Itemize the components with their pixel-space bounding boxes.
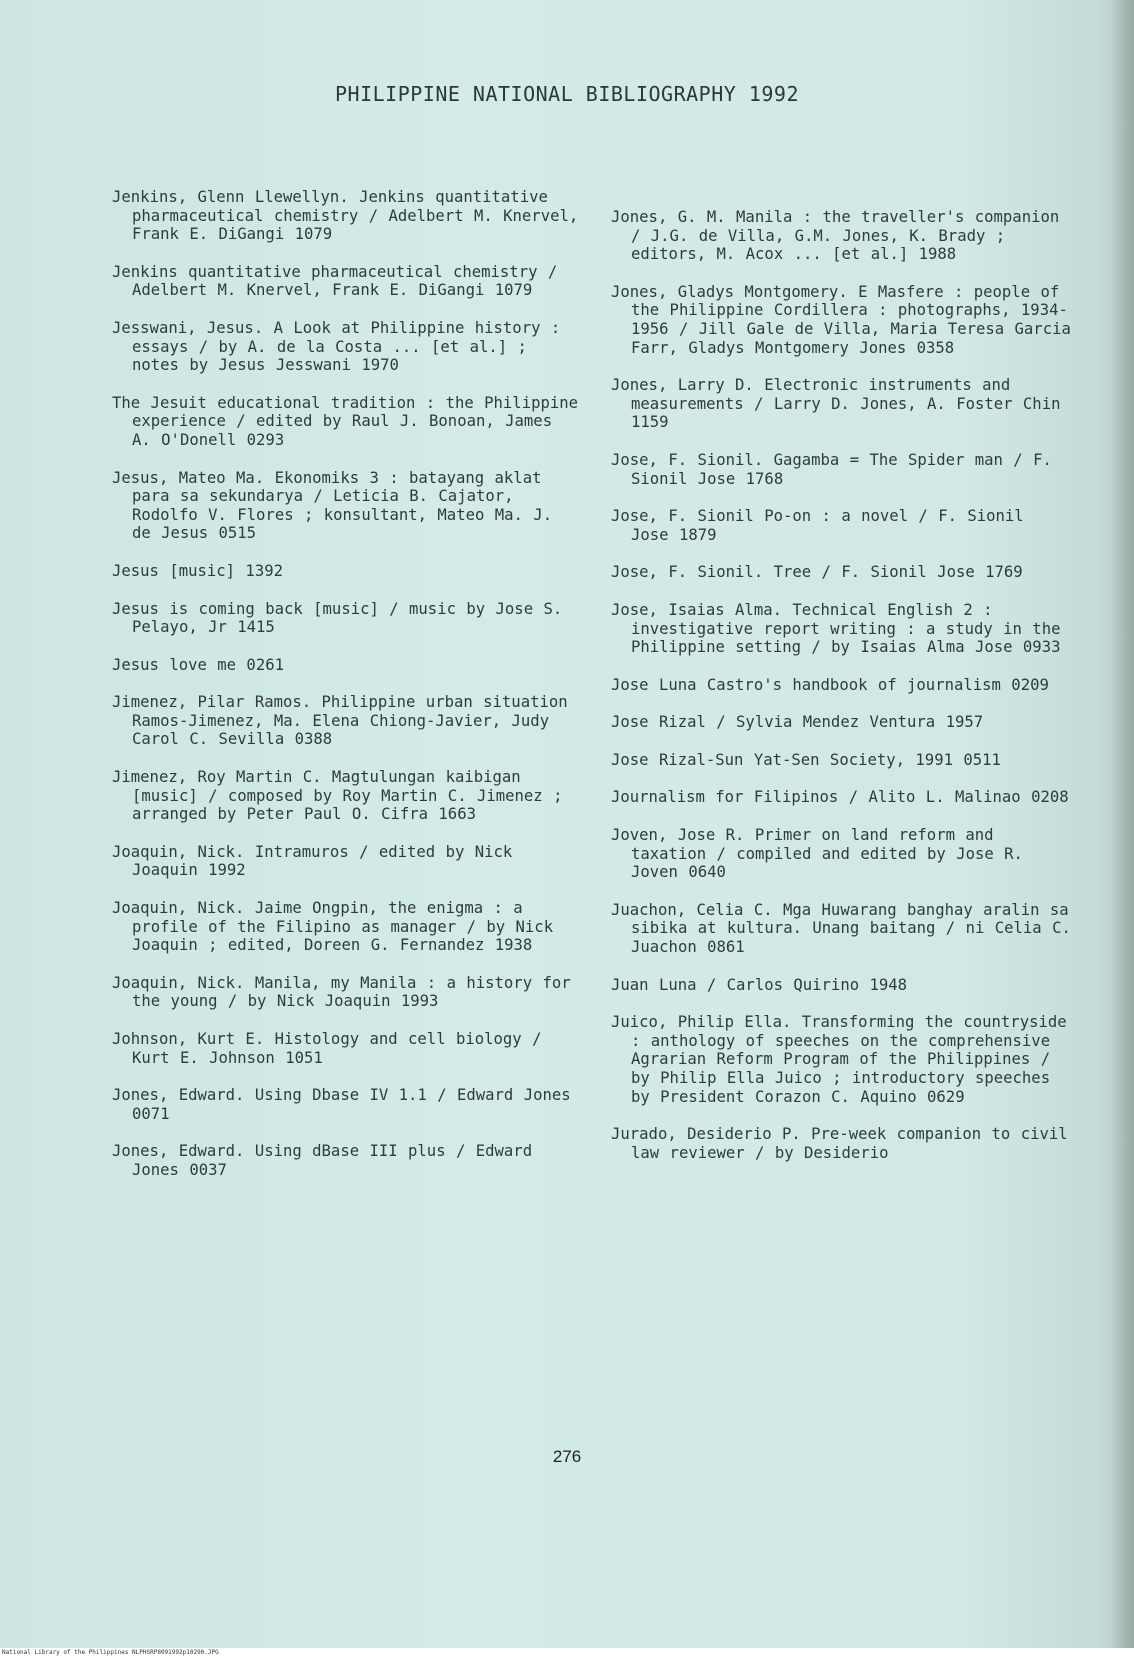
bibliography-entry: Juachon, Celia C. Mga Huwarang banghay aralin sa sibika at kultura. Unang baitang / ni Celia C. Juachon 0861 <box>611 900 1071 957</box>
bibliography-entry: Johnson, Kurt E. Histology and cell biology / Kurt E. Johnson 1051 <box>112 1030 542 1067</box>
bibliography-entry: Jones, Gladys Montgomery. E Masfere : people of the Philippine Cordillera : photographs, 1934-1956 / Jill Gale de Villa, Maria Teresa Garcia Farr, Gladys Montgomery Jones 0358 <box>611 282 1071 357</box>
page-title: PHILIPPINE NATIONAL BIBLIOGRAPHY 1992 <box>334 82 800 106</box>
bibliography-entry: Jurado, Desiderio P. Pre-week companion to civil law reviewer / by Desiderio <box>611 1125 1068 1162</box>
bibliography-entry: Jose, F. Sionil. Gagamba = The Spider man / F. Sionil Jose 1768 <box>611 450 1052 488</box>
bibliography-entry: Jenkins, Glenn Llewellyn. Jenkins quantitative pharmaceutical chemistry / Adelbert M. Knervel, Frank E. DiGangi 1079 <box>112 188 579 244</box>
bibliography-entry: Jones, Edward. Using Dbase IV 1.1 / Edward Jones 0071 <box>112 1086 571 1123</box>
bibliography-entry: Joaquin, Nick. Jaime Ongpin, the enigma : a profile of the Filipino as manager / by Nick Joaquin ; edited, Doreen G. Fernandez 1938 <box>112 899 554 955</box>
bibliography-entry: Juan Luna / Carlos Quirino 1948 <box>611 975 908 994</box>
bibliography-entry: Jose Rizal-Sun Yat-Sen Society, 1991 0511 <box>611 750 1001 769</box>
scan-credit: National Library of the Philippines NLPHSRP8091992p10290.JPG <box>2 1649 219 1656</box>
bibliography-entry: Journalism for Filipinos / Alito L. Malinao 0208 <box>611 788 1069 807</box>
bibliography-entry: Jenkins quantitative pharmaceutical chemistry / Adelbert M. Knervel, Frank E. DiGangi 1079 <box>112 262 558 300</box>
bibliography-entry: Jesus love me 0261 <box>112 655 284 674</box>
bibliography-entry: Jesswani, Jesus. A Look at Philippine history : essays / by A. de la Costa ... [et al.] ; notes by Jesus Jesswani 1970 <box>112 318 561 375</box>
bibliography-entry: Joven, Jose R. Primer on land reform and taxation / compiled and edited by Jose R. Joven 0640 <box>611 826 1023 882</box>
bibliography-entry: Jones, Edward. Using dBase III plus / Edward Jones 0037 <box>112 1142 533 1179</box>
bibliography-entry: Jose Rizal / Sylvia Mendez Ventura 1957 <box>611 713 984 732</box>
bibliography-entry: Joaquin, Nick. Manila, my Manila : a history for the young / by Nick Joaquin 1993 <box>112 973 571 1011</box>
page-edge-shadow <box>1112 0 1134 1658</box>
bibliography-entry: Joaquin, Nick. Intramuros / edited by Nick Joaquin 1992 <box>112 842 513 880</box>
bibliography-entry: Jimenez, Pilar Ramos. Philippine urban situation Ramos-Jimenez, Ma. Elena Chiong-Javier, Judy Carol C. Sevilla 0388 <box>112 693 568 749</box>
bibliography-entry: Jesus is coming back [music] / music by Jose S. Pelayo, Jr 1415 <box>112 599 563 637</box>
bibliography-entry: Jones, G. M. Manila : the traveller's companion / J.G. de Villa, G.M. Jones, K. Brady ; editors, M. Acox ... [et al.] 1988 <box>611 208 1060 264</box>
right-column <box>611 208 1071 1181</box>
bibliography-entry: Jones, Larry D. Electronic instruments and measurements / Larry D. Jones, A. Foster Chin 1159 <box>611 376 1061 432</box>
bibliography-entry: Jesus, Mateo Ma. Ekonomiks 3 : batayang aklat para sa sekundarya / Leticia B. Cajator, Rodolfo V. Flores ; konsultant, Mateo Ma. J. de Jesus 0515 <box>112 468 553 543</box>
bibliography-entry: Jose Luna Castro's handbook of journalism 0209 <box>611 675 1049 694</box>
bibliography-entry: Jose, F. Sionil. Tree / F. Sionil Jose 1769 <box>611 563 1023 582</box>
page-number: 276 <box>552 1447 582 1466</box>
bibliography-entry: Jimenez, Roy Martin C. Magtulungan kaibigan [music] / composed by Roy Martin C. Jimenez ; arranged by Peter Paul O. Cifra 1663 <box>112 768 563 824</box>
bibliography-entry: Jose, Isaias Alma. Technical English 2 : investigative report writing : a study in the Philippine setting / by Isaias Alma Jose 0933 <box>611 600 1061 657</box>
bibliography-entry: Jesus [music] 1392 <box>112 561 283 580</box>
bibliography-entry: The Jesuit educational tradition : the Philippine experience / edited by Raul J. Bonoan, James A. O'Donell 0293 <box>112 393 579 449</box>
bibliography-entry: Juico, Philip Ella. Transforming the countryside : anthology of speeches on the comprehensive Agrarian Reform Program of the Philippines / by Philip Ella Juico ; introductory speeches by President Corazon C. Aquino 0629 <box>611 1013 1067 1106</box>
left-column <box>112 188 580 1199</box>
bibliography-entry: Jose, F. Sionil Po-on : a novel / F. Sionil Jose 1879 <box>611 507 1024 544</box>
